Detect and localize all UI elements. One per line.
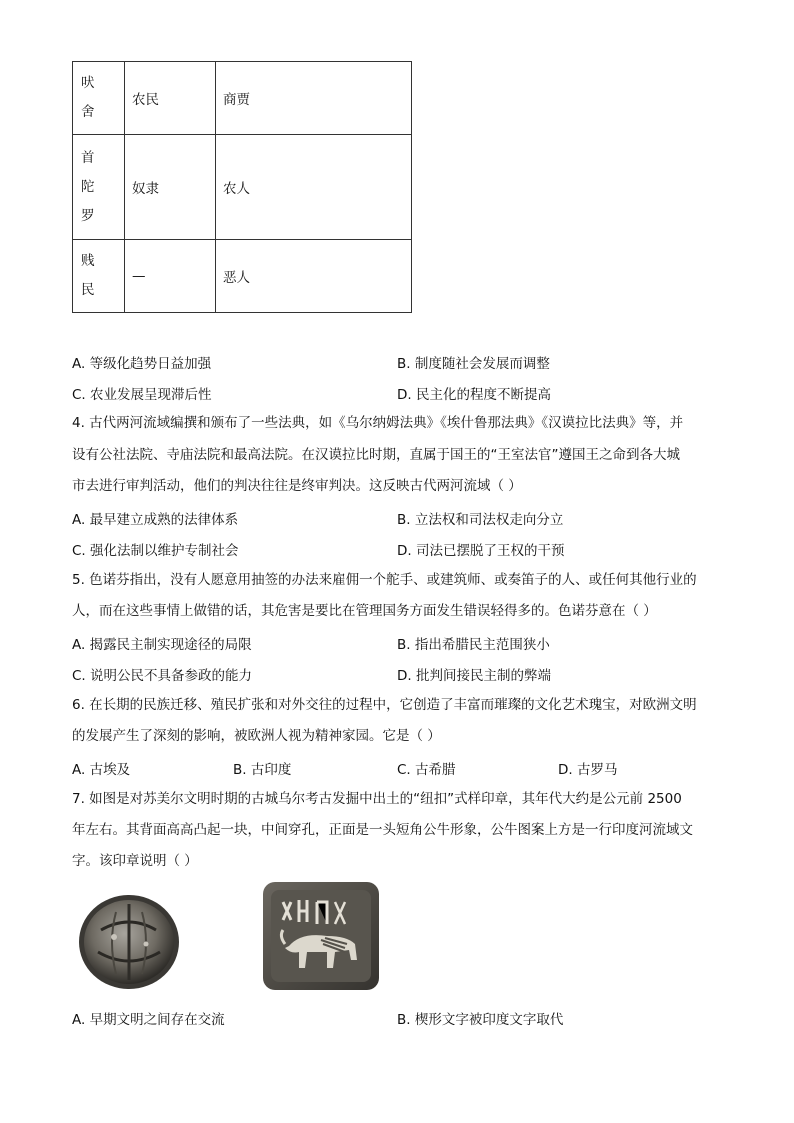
table-cell: 奴隶: [125, 135, 216, 240]
q4-stem-line: 市去进行审判活动，他们的判决往往是终审判决。这反映古代两河流域（ ）: [72, 478, 522, 494]
q7-option-b[interactable]: B. 楔形文字被印度文字取代: [397, 1012, 564, 1028]
q6-option-c[interactable]: C. 古希腊: [397, 762, 456, 778]
table-cell: 商贾: [216, 62, 412, 135]
q5-option-b[interactable]: B. 指出希腊民主范围狭小: [397, 637, 550, 653]
q3-option-a[interactable]: A. 等级化趋势日益加强: [72, 356, 212, 372]
q5-stem-line: 人，而在这些事情上做错的话，其危害是要比在管理国务方面发生错误轻得多的。色诺芬意在（ ）: [72, 603, 657, 619]
q5-option-a[interactable]: A. 揭露民主制实现途径的局限: [72, 637, 252, 653]
q5-option-c[interactable]: C. 说明公民不具备参政的能力: [72, 668, 253, 684]
table-cell: 恶人: [216, 240, 412, 313]
q6-stem-line: 6. 在长期的民族迁移、殖民扩张和对外交往的过程中，它创造了丰富而璀璨的文化艺术瑰宝，对欧洲文明: [72, 697, 697, 713]
q4-option-d[interactable]: D. 司法已摆脱了王权的干预: [397, 543, 565, 559]
table-row: [73, 135, 412, 240]
caste-cell: 贱 民: [73, 240, 125, 313]
caste-cell: 首 陀 罗: [73, 135, 125, 240]
q6-option-b[interactable]: B. 古印度: [233, 762, 292, 778]
caste-table: [72, 61, 412, 313]
table-row: [73, 240, 412, 313]
q3-option-d[interactable]: D. 民主化的程度不断提高: [397, 387, 551, 403]
q5-stem-line: 5. 色诺芬指出，没有人愿意用抽签的办法来雇佣一个舵手、或建筑师、或奏笛子的人、或任何其他行业的: [72, 572, 697, 588]
q7-stem-line: 年左右。其背面高高凸起一块，中间穿孔，正面是一头短角公牛形象，公牛图案上方是一行印度河流域文: [72, 822, 693, 838]
q7-stem-line: 7. 如图是对苏美尔文明时期的古城乌尔考古发掘中出土的“纽扣”式样印章，其年代大约是公元前 2500: [72, 791, 682, 807]
q4-option-b[interactable]: B. 立法权和司法权走向分立: [397, 512, 564, 528]
table-row: [73, 62, 412, 135]
table-cell: 农民: [125, 62, 216, 135]
button-seal-back-image: [76, 892, 182, 992]
q6-option-d[interactable]: D. 古罗马: [558, 762, 618, 778]
q3-option-b[interactable]: B. 制度随社会发展而调整: [397, 356, 550, 372]
q4-stem-line: 4. 古代两河流域编撰和颁布了一些法典，如《乌尔纳姆法典》《埃什鲁那法典》《汉谟拉比法典》等，并: [72, 415, 684, 431]
q4-option-c[interactable]: C. 强化法制以维护专制社会: [72, 543, 239, 559]
q4-stem-line: 设有公社法院、寺庙法院和最高法院。在汉谟拉比时期，直属于国王的“王室法官”遵国王之命到各大城: [72, 447, 680, 463]
q6-stem-line: 的发展产生了深刻的影响，被欧洲人视为精神家园。它是（ ）: [72, 728, 441, 744]
q7-stem-line: 字。该印章说明（ ）: [72, 853, 198, 869]
table-cell: —: [125, 240, 216, 313]
q7-option-a[interactable]: A. 早期文明之间存在交流: [72, 1012, 225, 1028]
q6-option-a[interactable]: A. 古埃及: [72, 762, 131, 778]
q3-option-c[interactable]: C. 农业发展呈现滞后性: [72, 387, 212, 403]
caste-cell: 吠 舍: [73, 62, 125, 135]
q4-option-a[interactable]: A. 最早建立成熟的法律体系: [72, 512, 239, 528]
bull-seal-front-image: [261, 880, 381, 992]
q5-option-d[interactable]: D. 批判间接民主制的弊端: [397, 668, 551, 684]
table-cell: 农人: [216, 135, 412, 240]
